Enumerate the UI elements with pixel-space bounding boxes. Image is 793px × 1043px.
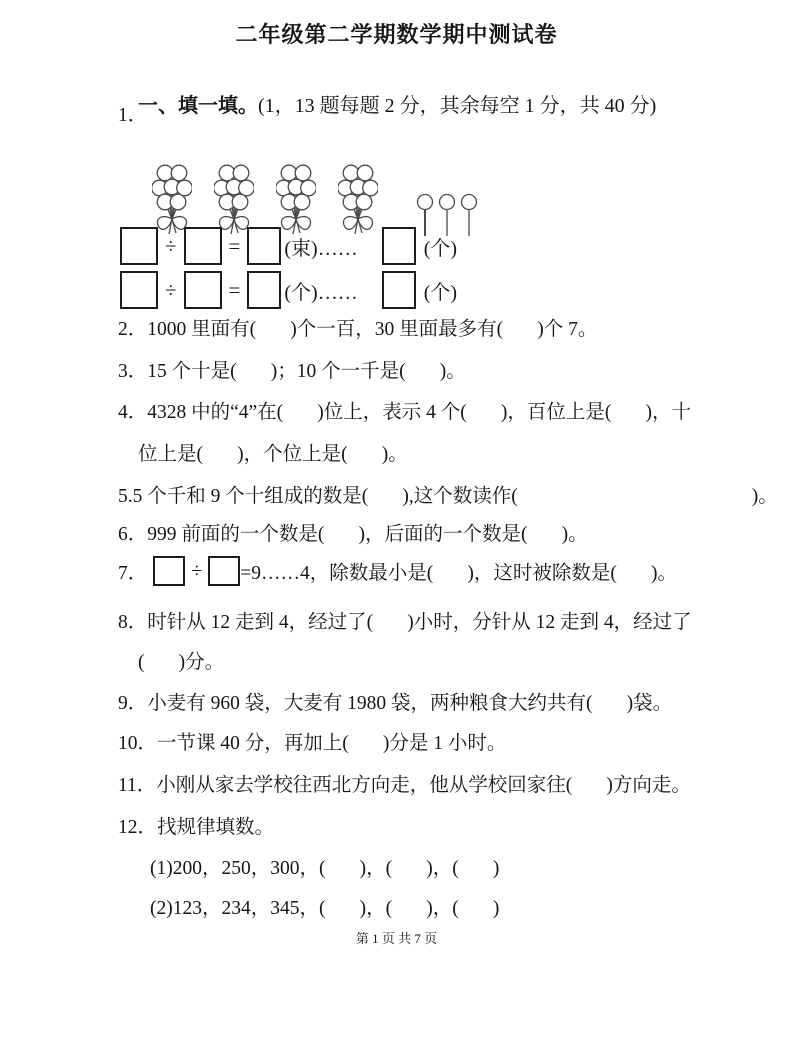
quotient-unit-label: (个)……: [284, 281, 358, 304]
blank-box: [208, 556, 240, 586]
question-7-number: 7．: [118, 563, 148, 584]
question-7-row: [118, 556, 677, 586]
single-balloons-icon: [416, 157, 482, 203]
section-heading-bold: 一、填一填。: [138, 95, 258, 117]
blank-box: [382, 227, 416, 265]
question-12-text: 12．找规律填数。: [118, 817, 275, 838]
blank-box: [120, 271, 158, 309]
page-title: 二年级第二学期数学期中测试卷: [235, 22, 558, 47]
question-2-text: 2．1000 里面有( )个一百，30 里面最多有( )个 7。: [118, 319, 598, 340]
balloon-bunch-icon: [152, 127, 192, 201]
divide-sign: ÷: [165, 277, 177, 302]
divide-sign: ÷: [165, 233, 177, 258]
page-footer: 第 1 页 共 7 页: [355, 931, 438, 946]
question-7-text: =9……4，除数最小是( )，这时被除数是( )。: [240, 563, 677, 584]
remainder-unit-label: (个): [423, 281, 458, 304]
question-12-sub1-text: (1)200，250，300，( )，( )，( ): [150, 858, 500, 879]
question-4-text-line2: 位上是( )，个位上是( )。: [138, 444, 408, 465]
question-8-text-line2: ( )分。: [138, 652, 225, 673]
equation-row-1: [120, 227, 457, 265]
balloon-bunch-icon: [214, 127, 254, 201]
balloon-bunch-icon: [338, 127, 378, 201]
question-11-text: 11．小刚从家去学校往西北方向走，他从学校回家往( )方向走。: [118, 775, 691, 796]
blank-box: [247, 227, 281, 265]
equals-sign: =: [228, 277, 241, 302]
question-4-text-line1: 4．4328 中的“4”在( )位上，表示 4 个( )，百位上是( )，十: [118, 402, 692, 423]
divide-sign: ÷: [191, 559, 203, 582]
blank-box: [120, 227, 158, 265]
question-1-number: 1．: [118, 105, 148, 126]
question-9-text: 9．小麦有 960 袋，大麦有 1980 袋，两种粮食大约共有( )袋。: [118, 693, 673, 714]
question-5-text: 5.5 个千和 9 个十组成的数是( ),这个数读作( )。: [118, 486, 778, 507]
blank-box: [247, 271, 281, 309]
quotient-unit-label: (束)……: [284, 237, 358, 260]
balloon-illustration: [152, 127, 482, 203]
blank-box: [184, 271, 222, 309]
blank-box: [153, 556, 185, 586]
question-10-text: 10．一节课 40 分，再加上( )分是 1 小时。: [118, 733, 507, 754]
blank-box: [184, 227, 222, 265]
balloon-bunch-icon: [276, 127, 316, 201]
equals-sign: =: [228, 233, 241, 258]
question-12-sub2-text: (2)123，234，345，( )，( )，( ): [150, 898, 500, 919]
question-3-text: 3．15 个十是( )；10 个一千是( )。: [118, 361, 466, 382]
question-8-text-line1: 8．时针从 12 走到 4，经过了( )小时，分针从 12 走到 4，经过了: [118, 612, 692, 633]
blank-box: [382, 271, 416, 309]
section-heading-rest: (1，13 题每题 2 分，其余每空 1 分，共 40 分): [258, 95, 657, 117]
question-6-text: 6．999 前面的一个数是( )，后面的一个数是( )。: [118, 524, 588, 545]
remainder-unit-label: (个): [423, 237, 458, 260]
equation-row-2: [120, 271, 457, 309]
